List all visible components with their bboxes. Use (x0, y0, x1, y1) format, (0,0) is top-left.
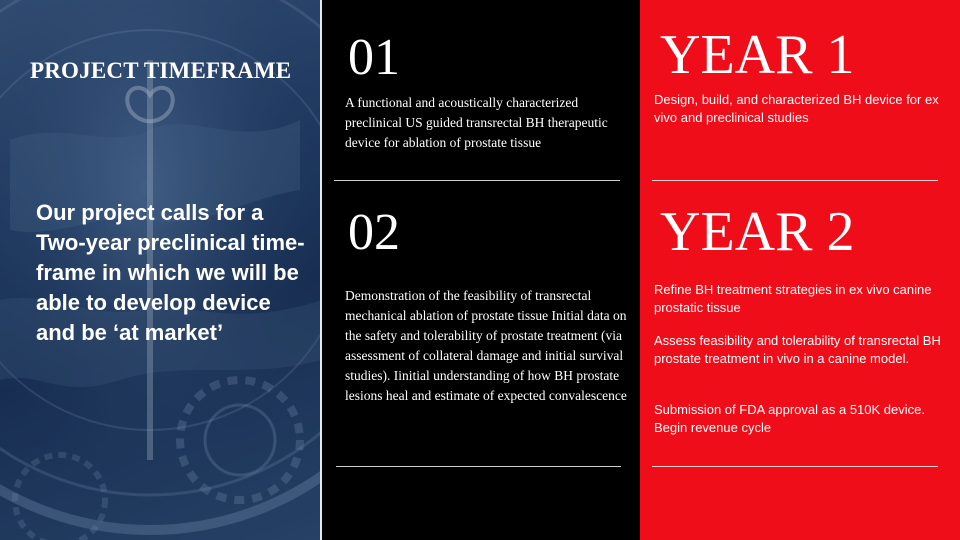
year-1-heading: YEAR 1 (660, 24, 855, 86)
item-number-02: 02 (348, 204, 400, 261)
year-2-divider (652, 466, 938, 467)
middle-panel (322, 0, 640, 540)
right-panel (640, 0, 960, 540)
year-2-description-2: Assess feasibility and tolerability of transrectal BH prostate treatment in vivo in a canine model. (654, 333, 941, 366)
item-divider-02 (336, 466, 621, 467)
item-text-02: Demonstration of the feasibility of transrectal mechanical ablation of prostate tissue Initial data on the safety and tolerability of prostate treatment (via assessment of collateral damage and initial survival studies). Iinitial understanding of how BH prostate lesions heal and estimate of expected convalescence (345, 288, 627, 403)
year-2-description-3: Submission of FDA approval as a 510K device. Begin revenue cycle (654, 402, 925, 435)
year-1-description: Design, build, and characterized BH device for ex vivo and preclinical studies (654, 92, 939, 125)
item-number-01: 01 (348, 29, 400, 86)
page-title: PROJECT TIMEFRAME (30, 58, 292, 83)
year-2-heading: YEAR 2 (660, 201, 855, 263)
year-2-description-1: Refine BH treatment strategies in ex vivo canine prostatic tissue (654, 282, 932, 315)
year-1-divider (652, 180, 938, 181)
intro-text: Our project calls for a Two-year preclinical time-frame in which we will be able to develop device and be ‘at market’ (36, 200, 305, 345)
item-divider-01 (334, 180, 620, 181)
item-text-01: A functional and acoustically characterized preclinical US guided transrectal BH therapeutic device for ablation of prostate tissue (345, 95, 608, 150)
